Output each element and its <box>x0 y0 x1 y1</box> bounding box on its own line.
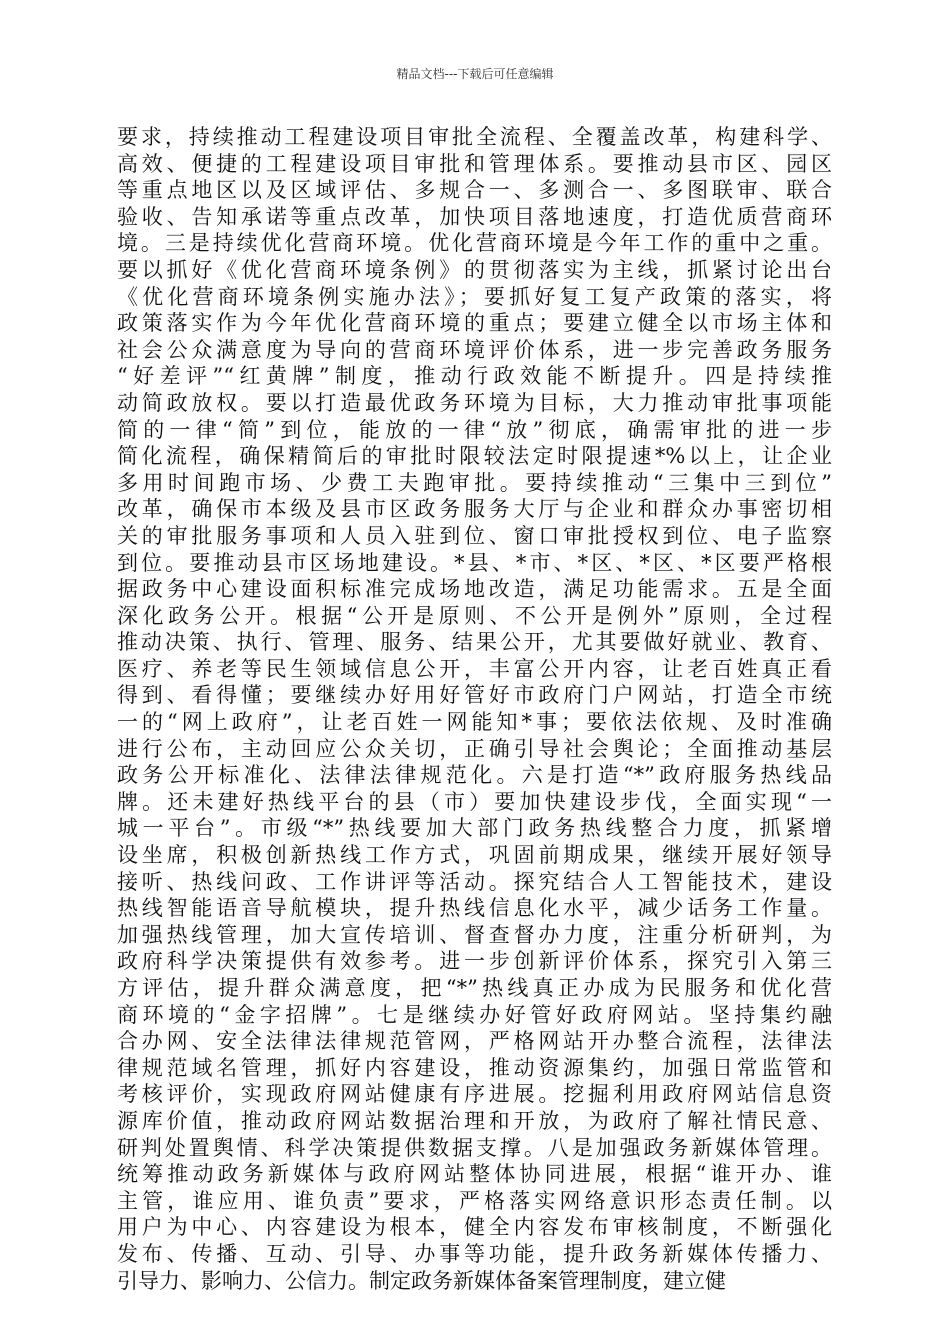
paragraph-line: 源库价值，推动政府网站数据治理和开放，为政府了解社情民意、 <box>117 1108 832 1133</box>
page-header: 精品文档---下载后可任意编辑 <box>396 67 554 81</box>
paragraph-line: 合办网、安全法律法律规范管网，严格网站开办整合流程，法律法 <box>117 1029 832 1054</box>
paragraph-line: 考核评价，实现政府网站健康有序进展。挖掘利用政府网站信息资 <box>117 1082 832 1107</box>
paragraph-line: 接听、热线问政、工作讲评等活动。探究结合人工智能技术，建设 <box>117 869 832 894</box>
paragraph-line: 主管，谁应用、谁负责”要求，严格落实网络意识形态责任制。以 <box>117 1188 832 1213</box>
paragraph-line: 医疗、养老等民生领域信息公开，丰富公开内容，让老百姓真正看 <box>117 656 832 681</box>
paragraph-line: 《优化营商环境条例实施办法》；要抓好复工复产政策的落实，将 <box>117 284 832 309</box>
paragraph-line: “好差评”“红黄牌”制度，推动行政效能不断提升。四是持续推 <box>117 364 832 389</box>
paragraph-line: 简化流程，确保精简后的审批时限较法定时限提速*%以上，让企业 <box>117 444 832 469</box>
paragraph-line: 政府科学决策提供有效参考。进一步创新评价体系，探究引入第三 <box>117 949 832 974</box>
paragraph-line: 要求，持续推动工程建设项目审批全流程、全覆盖改革，构建科学、 <box>117 125 832 149</box>
paragraph-line: 研判处置舆情、科学决策提供数据支撑。八是加强政务新媒体管理。 <box>117 1135 832 1160</box>
paragraph-line: 方评估，提升群众满意度，把“*”热线真正办成为民服务和优化营 <box>117 976 832 1000</box>
paragraph-line: 律规范域名管理，抓好内容建设，推动资源集约，加强日常监管和 <box>117 1055 832 1080</box>
paragraph-line: 社会公众满意度为导向的营商环境评价体系，进一步完善政务服务 <box>117 337 832 362</box>
paragraph-line: 到位。要推动县市区场地建设。*县、*市、*区、*区、*区要严格根 <box>117 550 832 575</box>
paragraph-line: 推动决策、执行、管理、服务、结果公开，尤其要做好就业、教育、 <box>117 630 832 655</box>
paragraph-line: 引导力、影响力、公信力。制定政务新媒体备案管理制度，建立健 <box>117 1268 726 1293</box>
paragraph-line: 简的一律“简”到位，能放的一律“放”彻底，确需审批的进一步 <box>117 417 832 442</box>
paragraph-line: 商环境的“金字招牌”。七是继续办好管好政府网站。坚持集约融 <box>117 1002 832 1027</box>
paragraph-line: 深化政务公开。根据“公开是原则、不公开是例外”原则，全过程 <box>117 603 832 628</box>
paragraph-line: 一的“网上政府”，让老百姓一网能知*事；要依法依规、及时准确 <box>117 710 832 735</box>
paragraph-line: 境。三是持续优化营商环境。优化营商环境是今年工作的重中之重。 <box>117 231 832 256</box>
paragraph-line: 关的审批服务事项和人员入驻到位、窗口审批授权到位、电子监察 <box>117 523 832 548</box>
paragraph-line: 统筹推动政务新媒体与政府网站整体协同进展，根据“谁开办、谁 <box>117 1162 832 1187</box>
paragraph-line: 政策落实作为今年优化营商环境的重点；要建立健全以市场主体和 <box>117 311 832 336</box>
paragraph-line: 多用时间跑市场、少费工夫跑审批。要持续推动“三集中三到位” <box>117 470 832 495</box>
paragraph-line: 高效、便捷的工程建设项目审批和管理体系。要推动县市区、园区 <box>117 151 832 176</box>
paragraph-line: 要以抓好《优化营商环境条例》的贯彻落实为主线，抓紧讨论出台 <box>117 257 832 282</box>
paragraph-line: 热线智能语音导航模块，提升热线信息化水平，减少话务工作量。 <box>117 896 832 921</box>
paragraph-line: 改革，确保市本级及县市区政务服务大厅与企业和群众办事密切相 <box>117 497 832 522</box>
paragraph-line: 政务公开标准化、法律法律规范化。六是打造“*”政府服务热线品 <box>117 763 832 788</box>
paragraph-line: 进行公布，主动回应公众关切，正确引导社会舆论；全面推动基层 <box>117 736 832 761</box>
paragraph-line: 发布、传播、互动、引导、办事等功能，提升政务新媒体传播力、 <box>117 1241 832 1266</box>
paragraph-line: 验收、告知承诺等重点改革，加快项目落地速度，打造优质营商环 <box>117 204 832 229</box>
paragraph-line: 牌。还未建好热线平台的县（市）要加快建设步伐，全面实现“一 <box>117 789 832 814</box>
paragraph-line: 动简政放权。要以打造最优政务环境为目标，大力推动审批事项能 <box>117 390 832 415</box>
paragraph-line: 加强热线管理，加大宣传培训、督查督办力度，注重分析研判，为 <box>117 922 832 947</box>
paragraph-line: 得到、看得懂；要继续办好用好管好市政府门户网站，打造全市统 <box>117 683 832 708</box>
paragraph-line: 城一平台”。市级“*”热线要加大部门政务热线整合力度，抓紧增 <box>117 816 832 841</box>
paragraph-line: 等重点地区以及区域评估、多规合一、多测合一、多图联审、联合 <box>117 178 832 203</box>
paragraph-line: 用户为中心、内容建设为根本，健全内容发布审核制度，不断强化 <box>117 1215 832 1240</box>
paragraph-line: 据政务中心建设面积标准完成场地改造，满足功能需求。五是全面 <box>117 577 832 602</box>
document-body <box>117 124 832 1294</box>
paragraph-line: 设坐席，积极创新热线工作方式，巩固前期成果，继续开展好领导 <box>117 843 832 868</box>
